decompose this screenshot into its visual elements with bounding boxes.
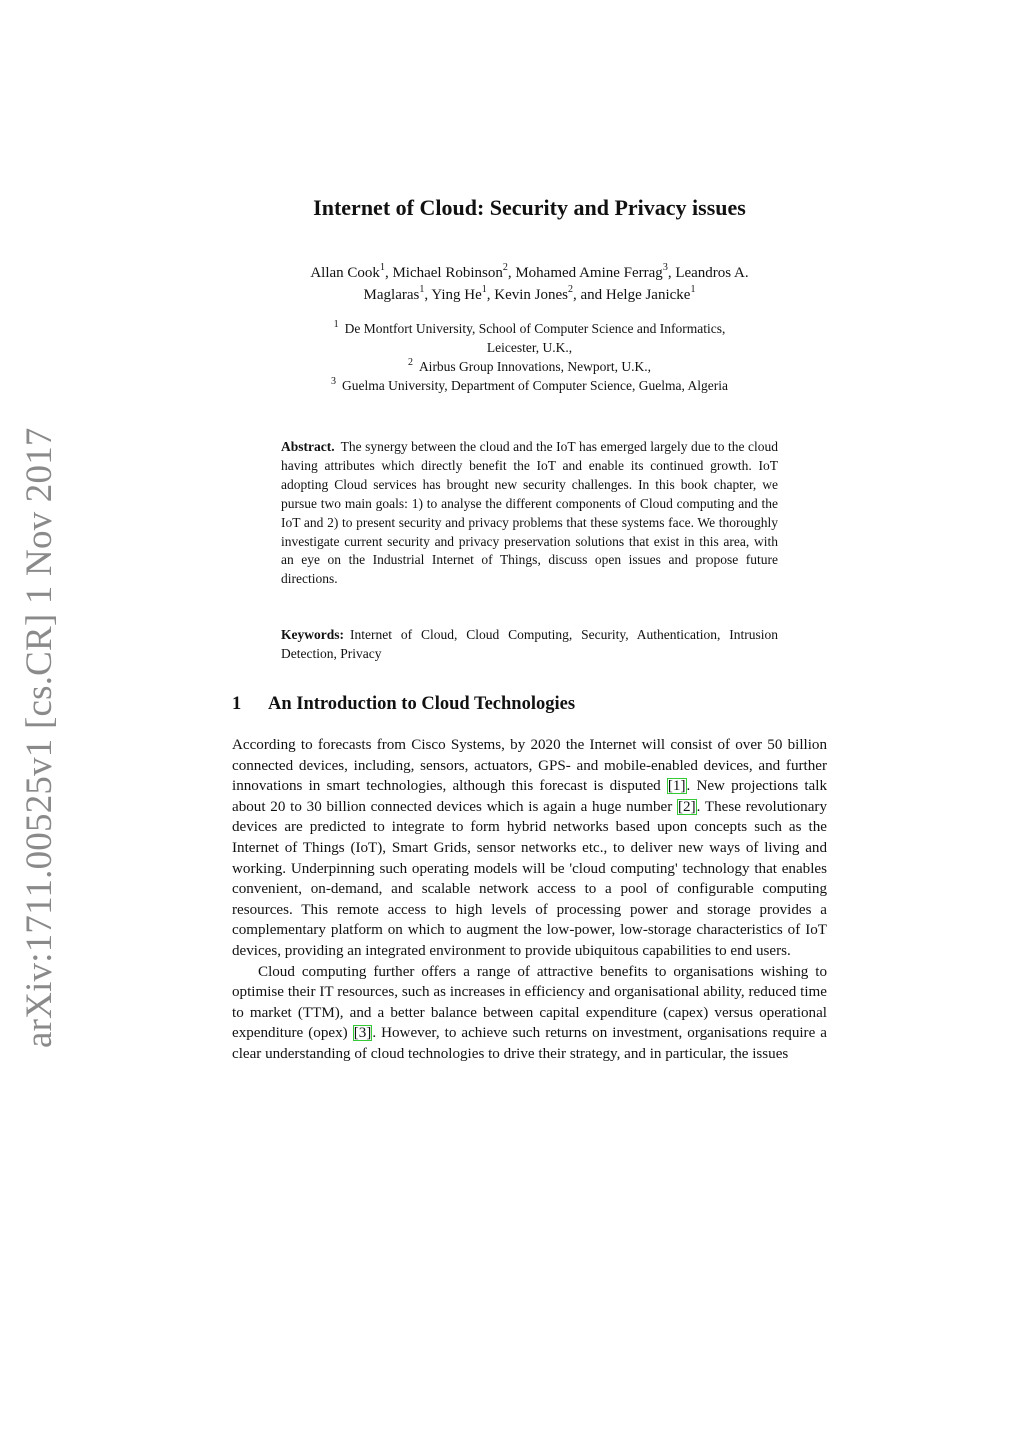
citation-link[interactable]: [2] <box>678 798 696 815</box>
affiliation-mark: 1 <box>333 318 339 330</box>
body-text-run: . New projections talk about 20 to 30 billion connected devices which is again a huge number <box>232 778 827 815</box>
author-name: Michael Robinson <box>392 265 503 281</box>
author-affiliation-mark: 1 <box>419 284 425 295</box>
author-name: Helge Janicke <box>605 287 691 303</box>
paper-title: Internet of Cloud: Security and Privacy issues <box>313 195 746 220</box>
affiliation-line <box>232 376 827 395</box>
author-affiliation-mark: 1 <box>379 262 385 273</box>
author-name: Allan Cook <box>310 265 380 281</box>
author-separator: , <box>384 265 393 281</box>
affiliation-text: Airbus Group Innovations, Newport, U.K., <box>418 359 652 374</box>
affiliation-text: Leicester, U.K., <box>486 340 573 355</box>
citation-link[interactable]: [1] <box>667 778 686 795</box>
author-name: Ying He <box>431 287 482 303</box>
author-separator: , <box>486 287 495 303</box>
affiliation-line <box>232 338 827 357</box>
author-name: Mohamed Amine Ferrag <box>515 265 663 281</box>
section-number: 1 <box>232 694 242 714</box>
author-line-2 <box>232 284 827 306</box>
arxiv-side-banner: arXiv:1711.00525v1 [cs.CR] 1 Nov 2017 <box>19 427 60 1048</box>
affiliation-mark: 3 <box>330 375 336 387</box>
section-title: An Introduction to Cloud Technologies <box>268 694 576 714</box>
author-separator: , and <box>572 287 606 303</box>
author-name: Maglaras <box>363 287 420 303</box>
body-paragraph <box>232 962 827 1065</box>
affiliations <box>232 319 827 395</box>
body-text-run: According to forecasts from Cisco Systems, by 2020 the Internet will consist of over 50 billion connected devices, including, sensors, actuators, GPS- and mobile-enabled devices, and further innovations in smart technologies, although this forecast is disputed <box>232 737 827 795</box>
abstract-text: The synergy between the cloud and the IoT has emerged largely due to the cloud having attributes which directly benefit the IoT and enable its continued growth. IoT adopting Cloud services has brought new security challenges. In this book chapter, we pursue two main goals: 1) to analyse the different components of Cloud computing and the IoT and 2) to present security and privacy problems that these systems face. We thoroughly investigate current security and privacy preservation solutions that exist in this area, with an eye on the Industrial Internet of Things, discuss open issues and propose future directions. <box>281 439 778 587</box>
author-affiliation-mark: 2 <box>567 284 573 295</box>
author-affiliation-mark: 2 <box>502 262 508 273</box>
section-heading <box>232 694 827 715</box>
keywords-label: Keywords: <box>281 627 344 642</box>
affiliation-text: Guelma University, Department of Computer Science, Guelma, Algeria <box>341 378 728 393</box>
body-text-run: . However, to achieve such returns on investment, organisations require a clear understanding of cloud technologies to drive their strategy, and in particular, the issues <box>232 1025 828 1062</box>
affiliation-line <box>232 357 827 376</box>
abstract <box>281 438 778 589</box>
author-name: Kevin Jones <box>494 287 568 303</box>
author-separator: , <box>424 287 432 303</box>
affiliation-line <box>232 319 827 338</box>
affiliation-text: De Montfort University, School of Computer Science and Informatics, <box>344 321 726 336</box>
author-separator: , <box>667 265 676 281</box>
body-text-run: . These revolutionary devices are predicted to integrate to form hybrid networks based upon concepts such as the Internet of Things (IoT), Smart Grids, sensor networks etc., to deliver new ways of living and working. Underpinning such operating models will be 'cloud computing' technology that enables convenient, on-demand, and scalable network access to a pool of configurable computing resources. This remote access to high levels of processing power and storage provides a complementary platform on which to augment the low-power, low-storage characteristics of IoT devices, providing an integrated environment to provide ubiquitous capabilities to end users. <box>232 798 828 959</box>
keywords-text: Internet of Cloud, Cloud Computing, Security, Authentication, Intrusion Detection, Privacy <box>281 627 778 661</box>
author-affiliation-mark: 1 <box>690 284 696 295</box>
author-affiliation-mark: 1 <box>481 284 487 295</box>
author-line-1 <box>232 262 827 284</box>
body-text-run: Cloud computing further offers a range of attractive benefits to organisations wishing to optimise their IT resources, such as increases in efficiency and organisational ability, reduced time to market (TTM), and a better balance between capital expenditure (capex) versus operational expenditure (opex) <box>232 963 827 1042</box>
affiliation-mark: 2 <box>407 356 413 368</box>
body-paragraph <box>232 735 827 962</box>
keywords <box>281 626 778 664</box>
abstract-label: Abstract. <box>281 439 335 454</box>
author-affiliation-mark: 3 <box>662 262 668 273</box>
author-separator: , <box>507 265 516 281</box>
author-name: Leandros A. <box>675 265 749 281</box>
section-body <box>232 735 827 1065</box>
citation-link[interactable]: [3] <box>353 1025 372 1042</box>
author-list <box>232 262 827 306</box>
